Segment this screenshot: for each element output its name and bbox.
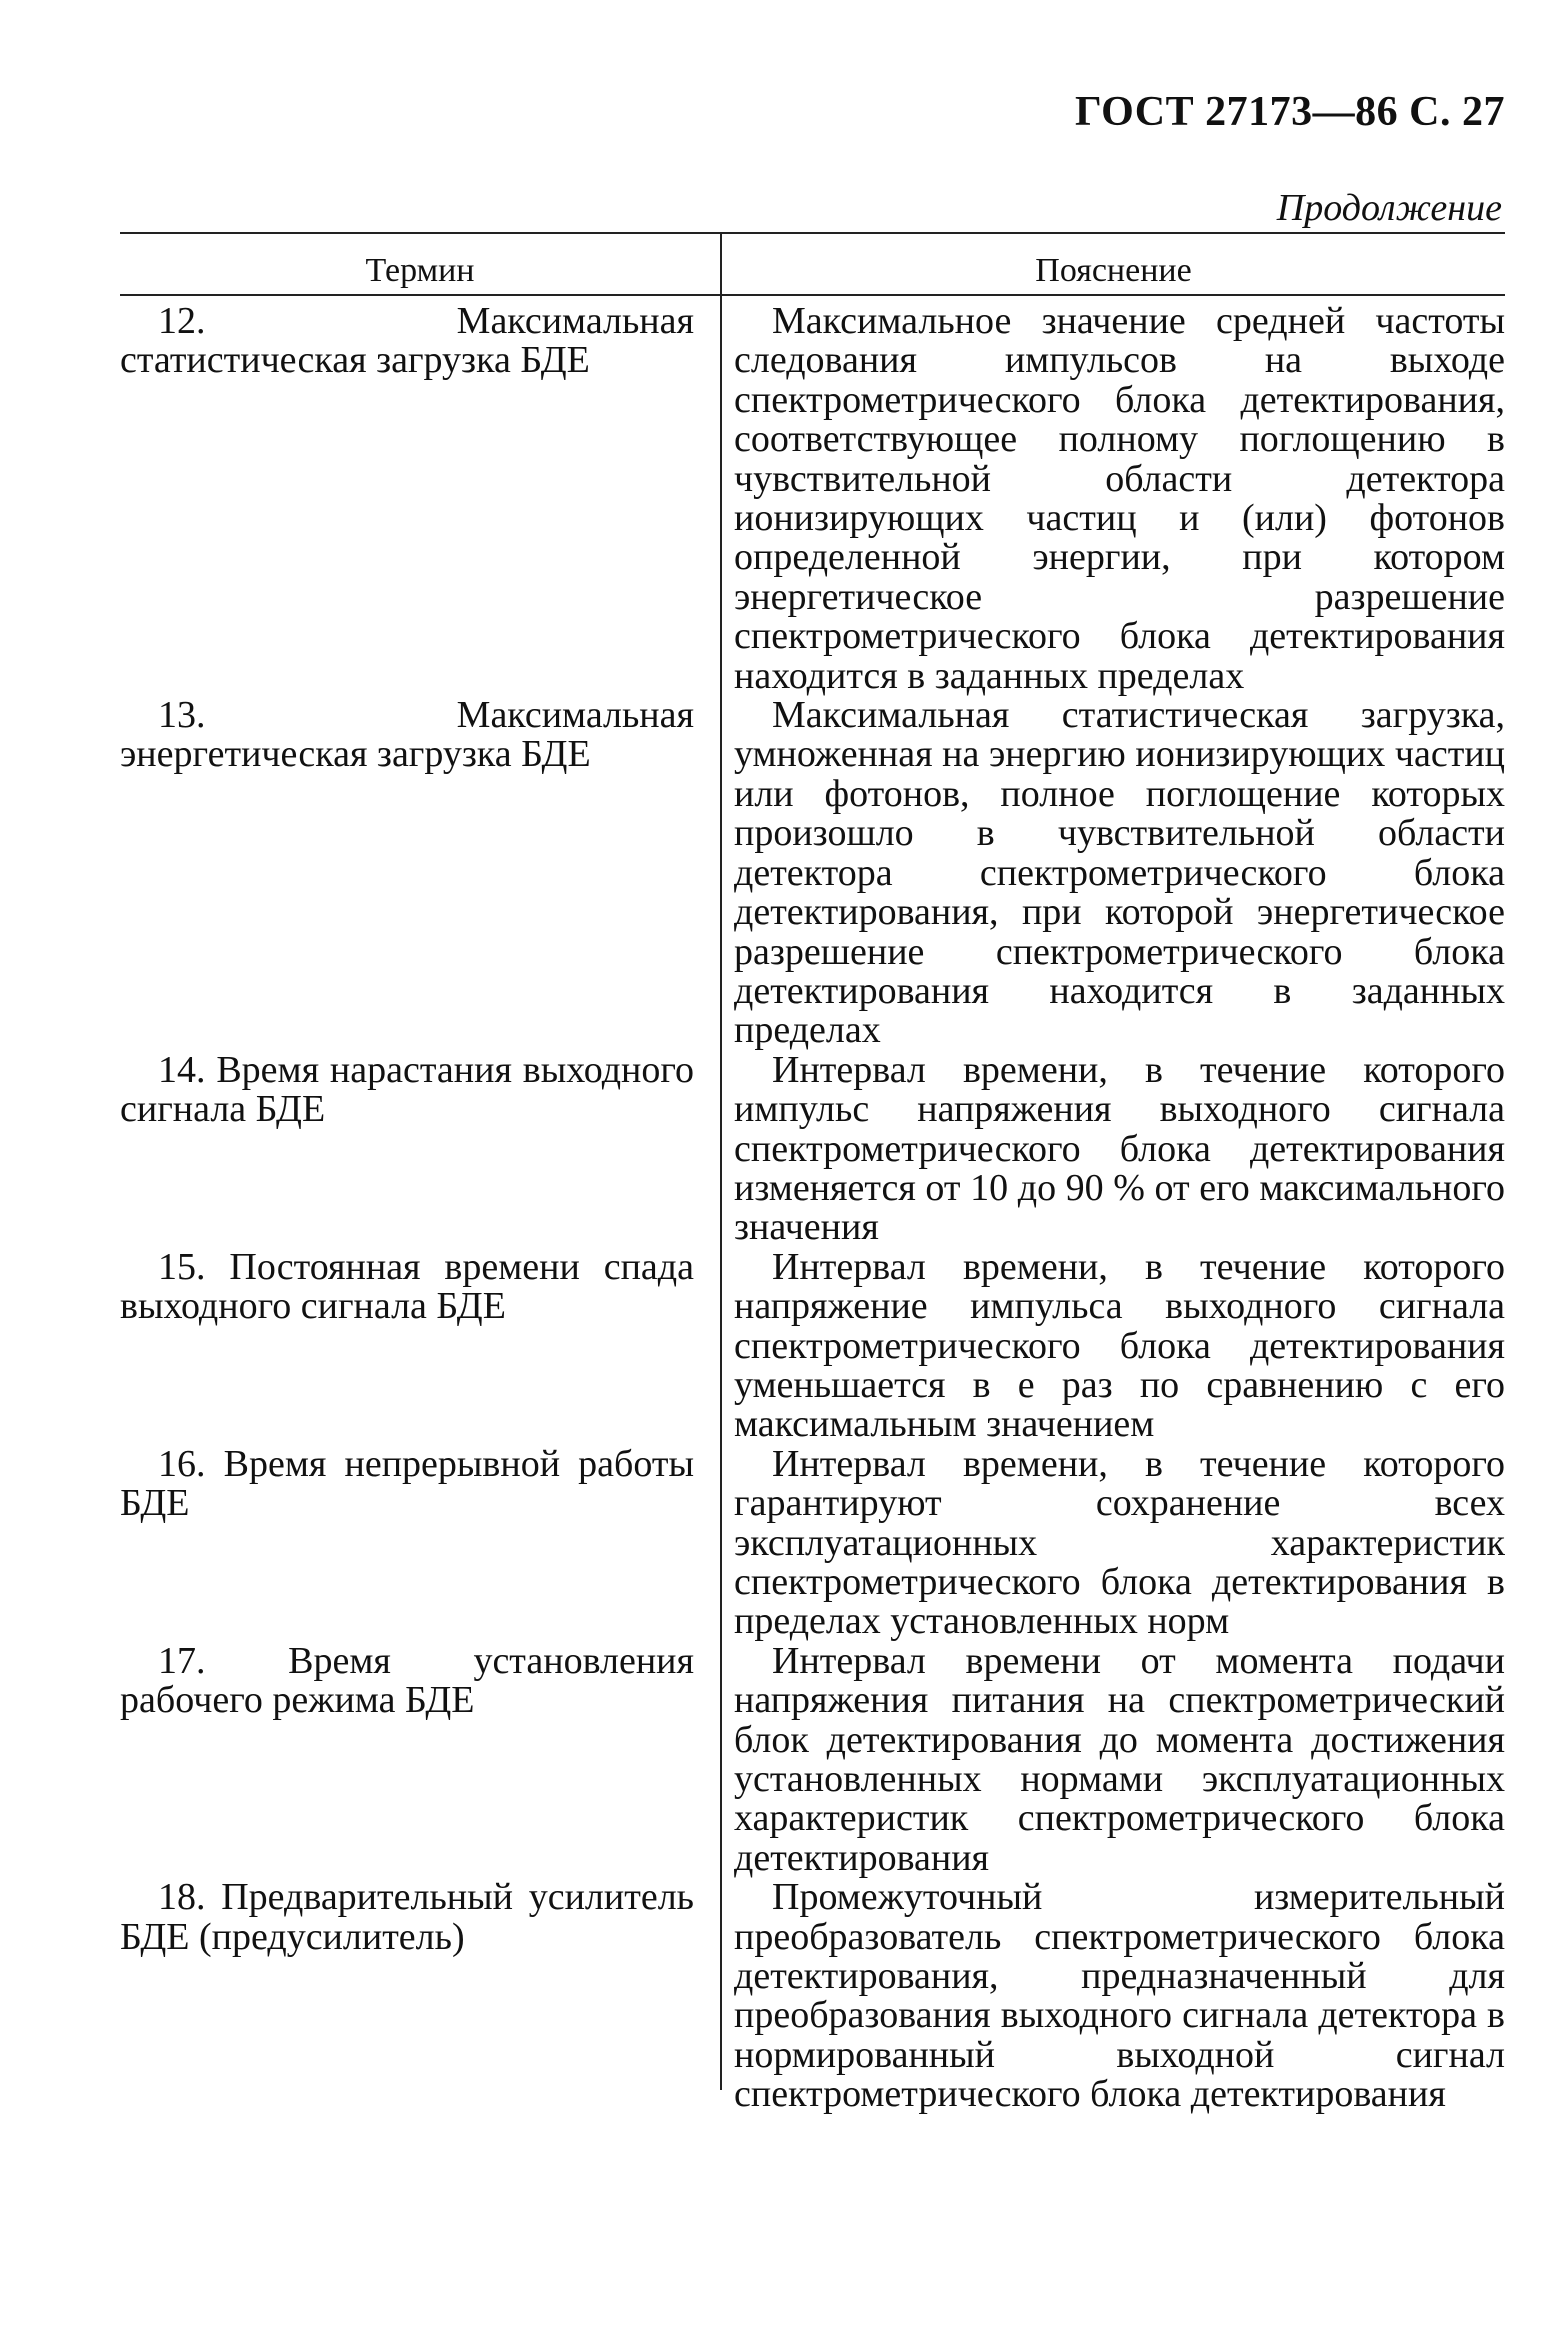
explanation-cell: Максимальная статистическая загрузка, умноженная на энергию ионизирующих частиц или фотонов, полное поглощение которых произошло в чувствительной области детектора спектрометрического блока детектирования, при которой энергетическое разрешение спектрометрического блока детектирования находится в заданных пределах	[734, 694, 1505, 1052]
term-cell: 16. Время непрерывной работы БДЕ	[120, 1442, 694, 1525]
continuation-label: Продолжение	[1276, 187, 1502, 229]
explanation-cell: Интервал времени, в течение которого гарантируют сохранение всех эксплуатационных характеристик спектрометрического блока детектирования в пределах установленных норм	[734, 1442, 1505, 1643]
table-row	[120, 696, 1505, 1051]
explanation-cell: Интервал времени от момента подачи напряжения питания на спектрометрический блок детектирования до момента достижения установленных нормами эксплуатационных характеристик спектрометрического блока детектирования	[734, 1639, 1505, 1879]
term-cell: 14. Время нарастания выходного сигнала БДЕ	[120, 1048, 694, 1131]
term-cell: 17. Время установления рабочего режима БДЕ	[120, 1639, 694, 1722]
term-cell: 12. Максимальная статистическая загрузка БДЕ	[120, 300, 694, 382]
table-row	[120, 1245, 1505, 1446]
table-row	[120, 1639, 1505, 1879]
table-body	[120, 302, 1505, 2115]
column-header-term: Термин	[365, 252, 475, 289]
standard-header: ГОСТ 27173—86 С. 27	[1074, 89, 1505, 135]
table-top-rule	[120, 232, 1505, 234]
table-header-rule	[120, 294, 1505, 296]
explanation-cell: Интервал времени, в течение которого импульс напряжения выходного сигнала спектрометрического блока детектирования изменяется от 10 до 90 % от его максимального значения	[734, 1048, 1505, 1249]
term-cell: 15. Постоянная времени спада выходного сигнала БДЕ	[120, 1245, 694, 1328]
term-cell: 13. Максимальная энергетическая загрузка БДЕ	[120, 694, 694, 776]
table-row	[120, 1878, 1505, 2114]
table-row	[120, 1442, 1505, 1643]
term-cell: 18. Предварительный усилитель БДЕ (предусилитель)	[120, 1876, 694, 1958]
column-header-explanation: Пояснение	[1035, 252, 1192, 289]
explanation-cell: Интервал времени, в течение которого напряжение импульса выходного сигнала спектрометрического блока детектирования уменьшается в e раз по сравнению с его максимальным значением	[734, 1245, 1505, 1446]
table-row	[120, 302, 1505, 696]
explanation-cell: Максимальное значение средней частоты следования импульсов на выходе спектрометрического блока детектирования, соответствующее полному поглощению в чувствительной области детектора ионизирующих частиц и (или) фотонов определенной энергии, при котором энергетическое разрешение спектрометрического блока детектирования находится в заданных пределах	[734, 300, 1505, 697]
explanation-cell: Промежуточный измерительный преобразователь спектрометрического блока детектирования, предназначенный для преобразования выходного сигнала детектора в нормированный выходной сигнал спектрометрического блока детектирования	[734, 1876, 1505, 2116]
table-row	[120, 1048, 1505, 1249]
